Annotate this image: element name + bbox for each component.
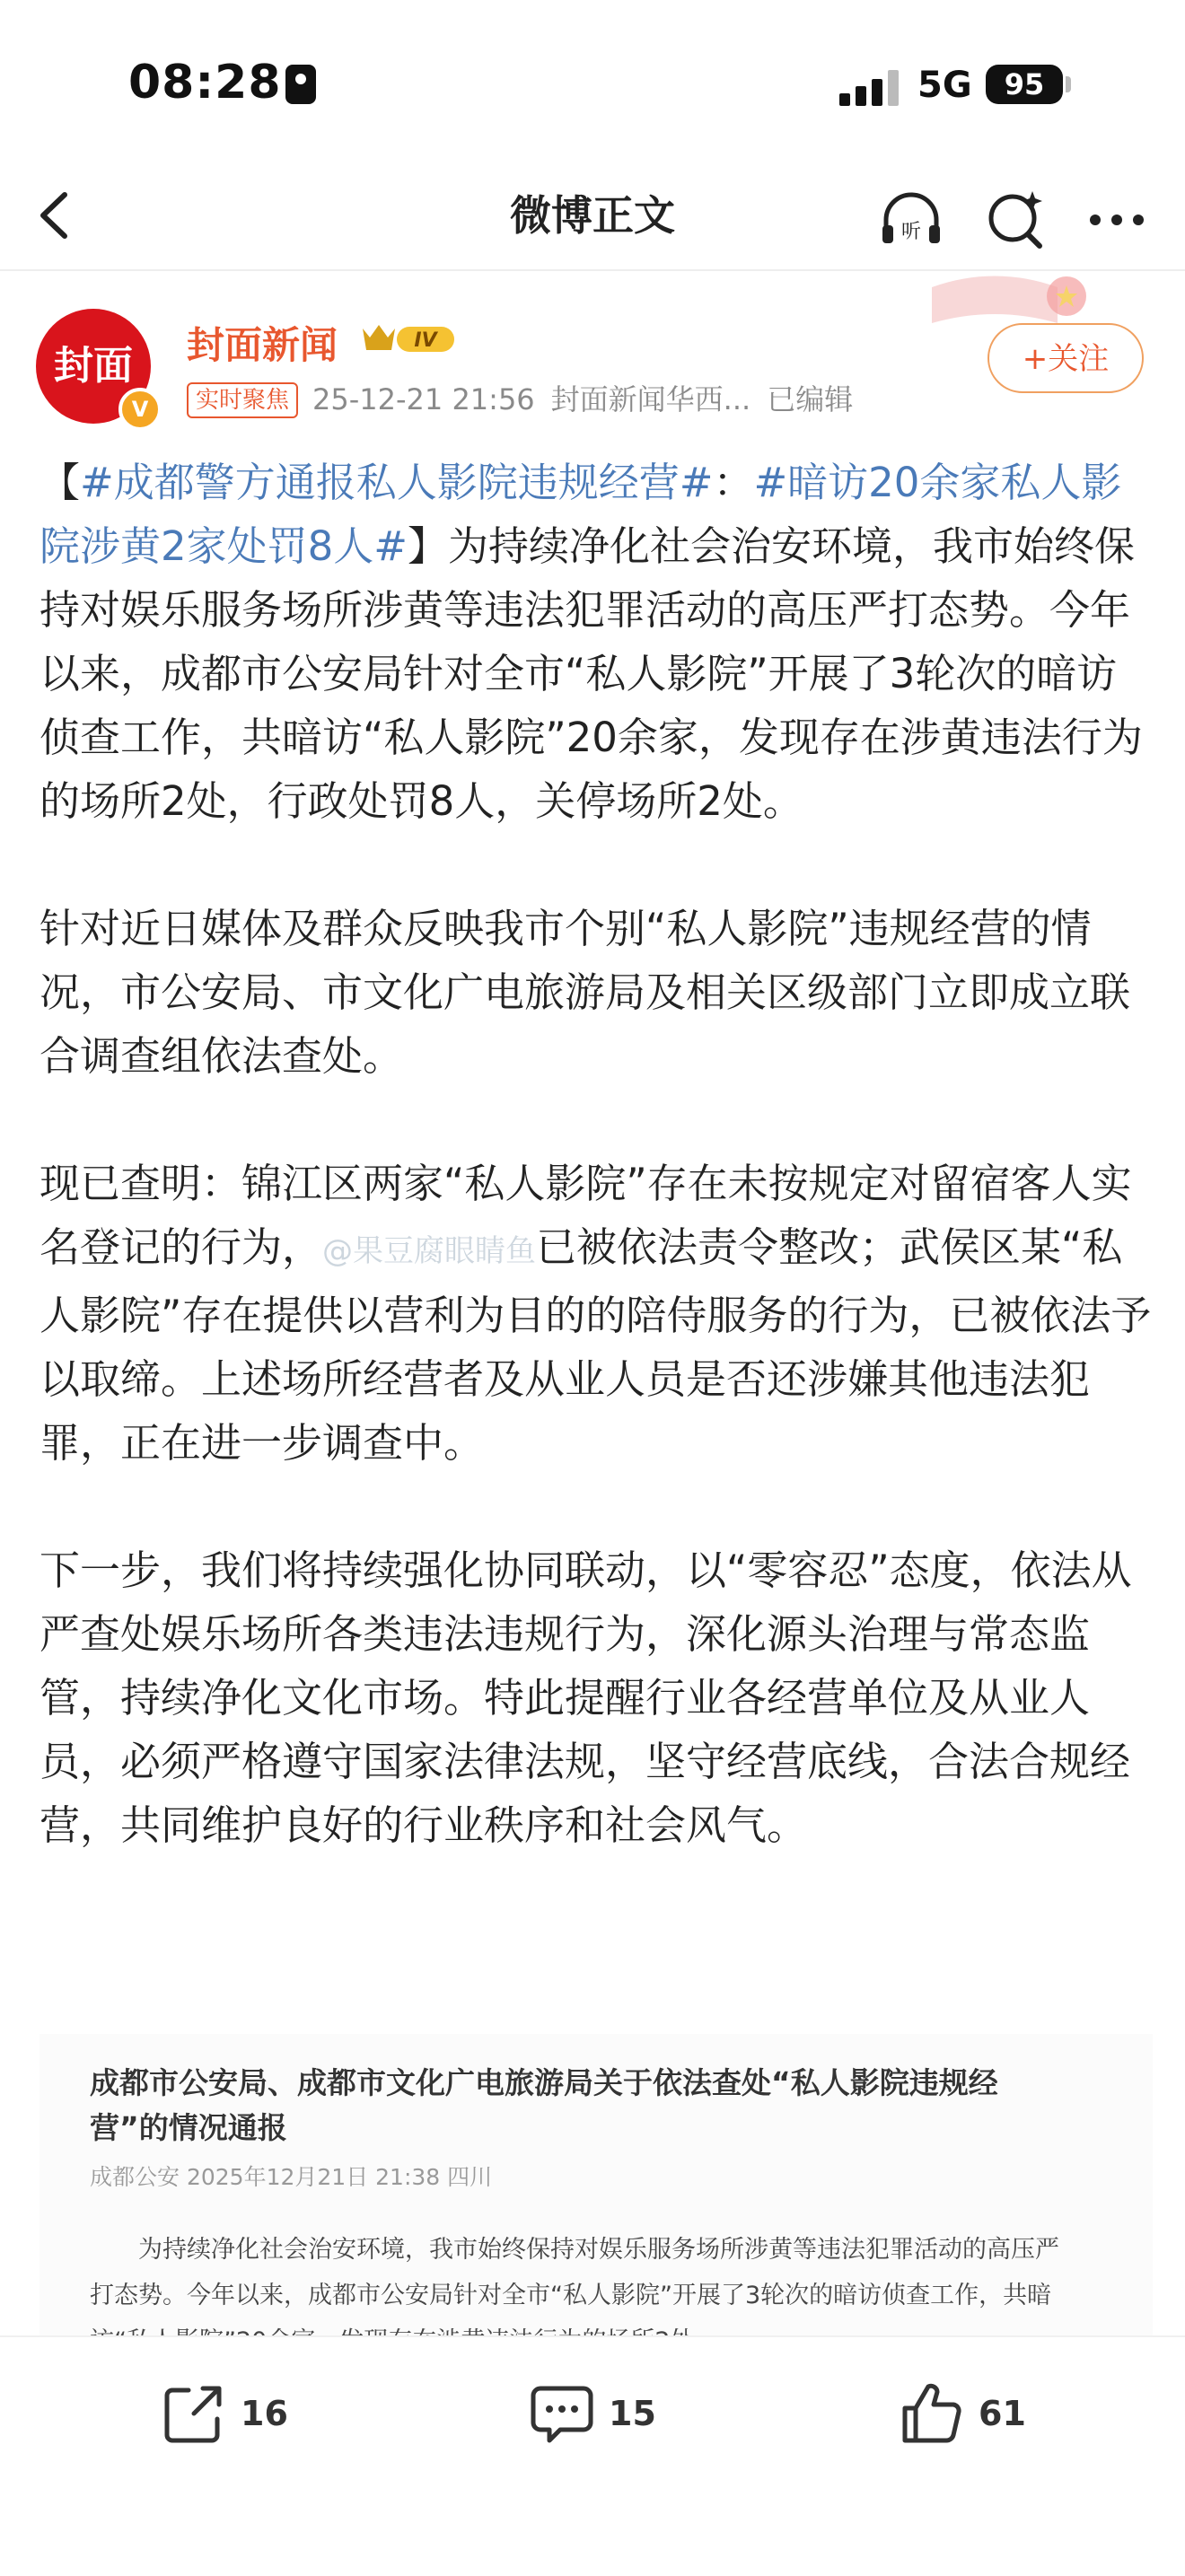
network-type: 5G bbox=[917, 65, 972, 106]
embedded-image[interactable] bbox=[40, 2034, 1153, 2335]
page-title: 微博正文 bbox=[510, 191, 675, 240]
share-icon bbox=[158, 2378, 230, 2449]
orientation-lock-icon bbox=[285, 65, 316, 104]
svg-text:听: 听 bbox=[900, 221, 922, 243]
avatar[interactable]: 封面 bbox=[36, 309, 151, 424]
listen-icon[interactable] bbox=[875, 184, 947, 256]
paragraph-3 bbox=[40, 1152, 1153, 1475]
follow-button[interactable]: +关注 bbox=[988, 323, 1144, 393]
level-text: IV bbox=[414, 329, 437, 352]
bottom-action-bar bbox=[0, 2335, 1185, 2576]
paragraph-1-text: 为持续净化社会治安环境，我市始终保持对娱乐服务场所涉黄等违法犯罪活动的高压严打态势。今年以来，成都市公安局针对全市“私人影院”开展了3轮次的暗访侦查工作，共暗访“私人影院”20余家，发现存在涉黄违法行为的场所2处，行政处罚8人，关停场所2处。 bbox=[40, 522, 1143, 825]
edited-label: 已编辑 bbox=[767, 382, 854, 416]
embedded-doc-title: 成都市公安局、成都市文化广电旅游局关于依法查处“私人影院违规经营”的情况通报 bbox=[90, 2065, 998, 2145]
topic-link-2[interactable]: #暗访20余家私人影院涉黄2家处罚8人# bbox=[40, 459, 1122, 570]
paragraph-3a: 现已查明：锦江区两家“私人影院”存在未按规定对留宿客人实名登记的行为， bbox=[40, 1160, 1132, 1271]
topic-link-1[interactable]: #成都警方通报私人影院违规经营# bbox=[80, 459, 714, 506]
post-source: 封面新闻华西... bbox=[550, 382, 751, 416]
nav-bar bbox=[0, 166, 1185, 271]
share-count: 16 bbox=[241, 2394, 288, 2433]
post-date: 25-12-21 21:56 bbox=[312, 382, 535, 416]
post-meta bbox=[187, 377, 853, 418]
more-icon[interactable] bbox=[1083, 184, 1154, 256]
paragraph-1 bbox=[40, 451, 1153, 833]
watermark: @果豆腐眼睛鱼 bbox=[322, 1233, 537, 1269]
bracket-open: 【 bbox=[40, 459, 81, 506]
post-content bbox=[40, 451, 1153, 1857]
embedded-doc-body: 为持续净化社会治安环境，我市始终保持对娱乐服务场所涉黄等违法犯罪活动的高压严打态势。今年以来，成都市公安局针对全市“私人影院”开展了3轮次的暗访侦查工作，共暗 bbox=[90, 2236, 1059, 2309]
paragraph-2: 针对近日媒体及群众反映我市个别“私人影院”违规经营的情况，市公安局、市文化广电旅游局及相关区级部门立即成立联合调查组依法查处。 bbox=[40, 905, 1131, 1080]
battery-tip bbox=[1066, 76, 1071, 92]
like-count: 61 bbox=[979, 2394, 1026, 2433]
status-bar bbox=[0, 0, 1185, 166]
comment-icon bbox=[526, 2378, 598, 2449]
topic-colon: ： bbox=[713, 459, 754, 506]
author-name[interactable]: 封面新闻 bbox=[187, 323, 338, 367]
battery-indicator: 95 bbox=[986, 65, 1063, 104]
verified-icon: V bbox=[118, 388, 162, 431]
like-icon bbox=[896, 2378, 968, 2449]
comment-button[interactable] bbox=[526, 2373, 656, 2454]
embedded-doc-source: 成都公安 2025年12月21日 21:38 四川 bbox=[90, 2164, 493, 2190]
share-button[interactable] bbox=[158, 2373, 288, 2454]
status-time: 08:28 bbox=[128, 56, 282, 110]
paragraph-3b: 已被依法责令整改；武侯区某“私人影院”存在提供以营利为目的的陪侍服务的行为，已被依法予以取缔。上述场所经营者及从业人员是否还涉嫌其他违法犯罪，正在进一步调查中。 bbox=[40, 1223, 1152, 1467]
bracket-close: 】 bbox=[407, 522, 448, 570]
signal-icon bbox=[839, 70, 899, 106]
paragraph-4: 下一步，我们将持续强化协同联动，以“零容忍”态度，依法从严查处娱乐场所各类违法违规行为，深化源头治理与常态监管，持续净化文化市场。特此提醒行业各经营单位及从业人员，必须严格遵守国家法律法规，坚守经营底线，合法合规经营，共同维护良好的行业秩序和社会风气。 bbox=[40, 1546, 1132, 1849]
comment-count: 15 bbox=[609, 2394, 656, 2433]
like-button[interactable] bbox=[896, 2373, 1026, 2454]
level-badge-icon bbox=[359, 320, 461, 357]
realtime-tag[interactable]: 实时聚焦 bbox=[187, 382, 298, 418]
spark-search-icon[interactable] bbox=[980, 184, 1052, 256]
